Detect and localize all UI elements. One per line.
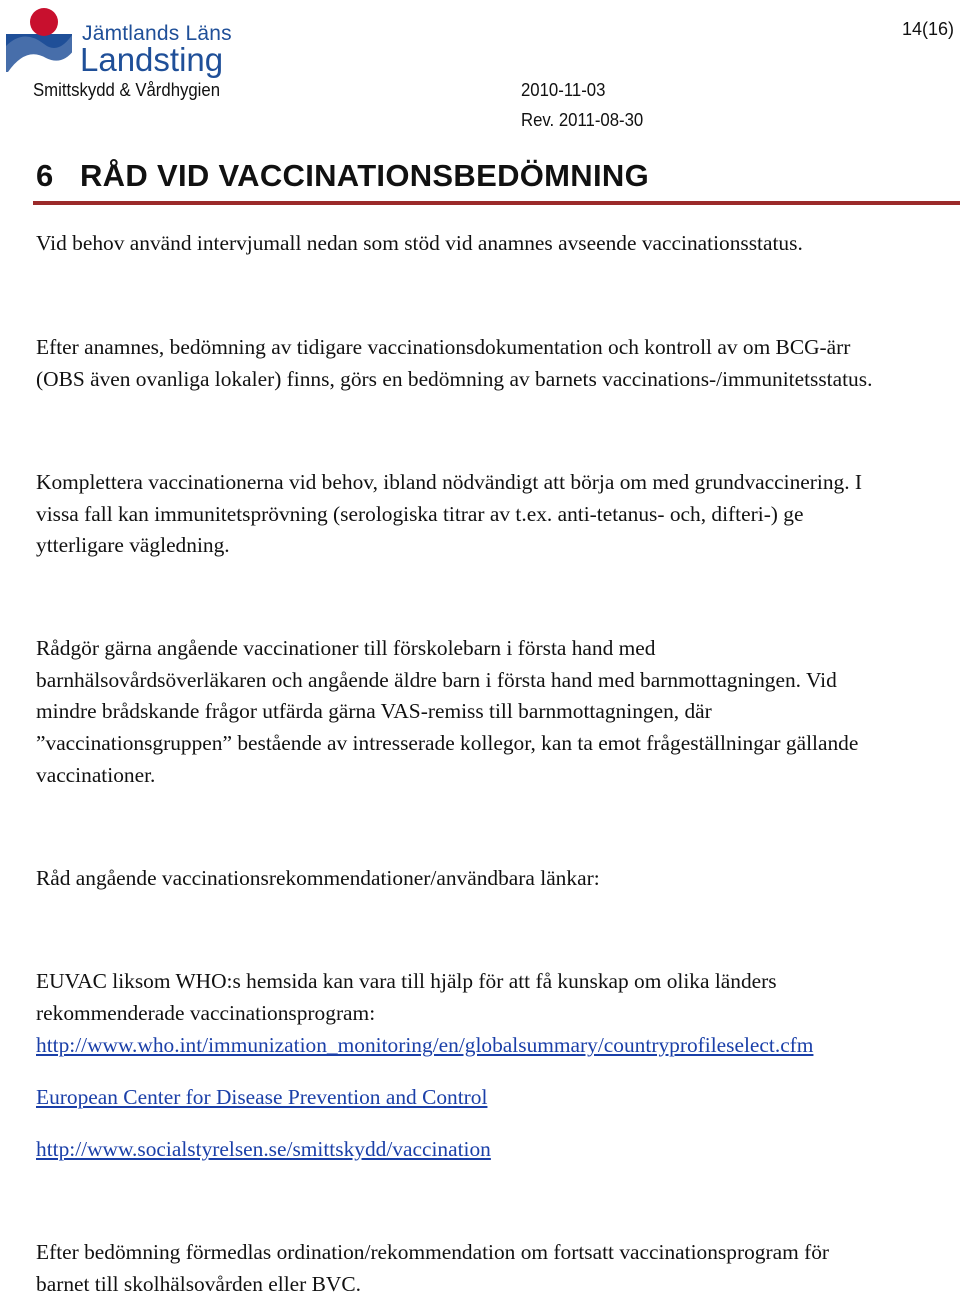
ecdc-link[interactable]: European Center for Disease Prevention and Control (36, 1085, 488, 1109)
paragraph-referral (36, 1237, 956, 1300)
paragraph-anamnesis (36, 332, 956, 395)
landsting-logo-mark (4, 6, 80, 74)
paragraph-complement (36, 467, 956, 562)
heading-rule (33, 201, 960, 205)
paragraph-line: mindre brådskande frågor utfärda gärna VAS-remiss till barnmottagningen, där (36, 699, 712, 724)
socialstyrelsen-link[interactable]: http://www.socialstyrelsen.se/smittskydd/vaccination (36, 1137, 491, 1161)
paragraph-consult (36, 633, 956, 792)
who-link[interactable]: http://www.who.int/immunization_monitoring/en/globalsummary/countryprofileselect.cfm (36, 1033, 814, 1057)
logo (4, 6, 244, 78)
logo-text-jamtlands: Jämtlands Läns (82, 22, 232, 45)
paragraph-line: (OBS även ovanliga lokaler) finns, görs en bedömning av barnets vaccinations-/immunitetsstatus. (36, 366, 873, 391)
section-heading (36, 158, 649, 194)
paragraph-line: vaccinationer. (36, 762, 156, 787)
paragraph-line: vissa fall kan immunitetsprövning (serologiska titrar av t.ex. anti-tetanus- och, difteri-) ge (36, 501, 804, 526)
paragraph-line: Råd angående vaccinationsrekommendationer/användbara länkar: (36, 866, 600, 890)
paragraph-line: Efter anamnes, bedömning av tidigare vaccinationsdokumentation och kontroll av om BCG-ärr (36, 335, 851, 359)
paragraph-line: rekommenderade vaccinationsprogram: (36, 1000, 376, 1025)
paragraph-line: Rådgör gärna angående vaccinationer till förskolebarn i första hand med (36, 636, 656, 660)
paragraph-line: barnhälsovårdsöverläkaren och angående äldre barn i första hand med barnmottagningen. Vid (36, 667, 837, 692)
page-number: 14(16) (901, 19, 954, 39)
paragraph-line: barnet till skolhälsovården eller BVC. (36, 1271, 361, 1296)
paragraph-line: Komplettera vaccinationerna vid behov, ibland nödvändigt att börja om med grundvaccinering. I (36, 470, 863, 494)
paragraph-line: ytterligare vägledning. (36, 533, 230, 558)
paragraph-euvac (36, 966, 956, 1029)
logo-text-landsting: Landsting (80, 41, 224, 78)
paragraph-links-intro (36, 863, 956, 895)
section-title: RÅD VID VACCINATIONSBEDÖMNING (80, 158, 650, 193)
paragraph-line: Efter bedömning förmedlas ordination/rekommendation om fortsatt vaccinationsprogram för (36, 1240, 830, 1264)
paragraph-interview (36, 228, 956, 260)
paragraph-line: ”vaccinationsgruppen” bestående av intresserade kollegor, kan ta emot frågeställningar gällande (36, 731, 859, 756)
section-number: 6 (36, 158, 54, 193)
paragraph-line: Vid behov använd intervjumall nedan som stöd vid anamnes avseende vaccinationsstatus. (36, 231, 803, 255)
document-date: 2010-11-03 (521, 80, 606, 100)
paragraph-line: EUVAC liksom WHO:s hemsida kan vara till hjälp för att få kunskap om olika länders (36, 969, 777, 993)
revision-date: Rev. 2011-08-30 (521, 110, 644, 130)
department-name: Smittskydd & Vårdhygien (33, 80, 221, 100)
